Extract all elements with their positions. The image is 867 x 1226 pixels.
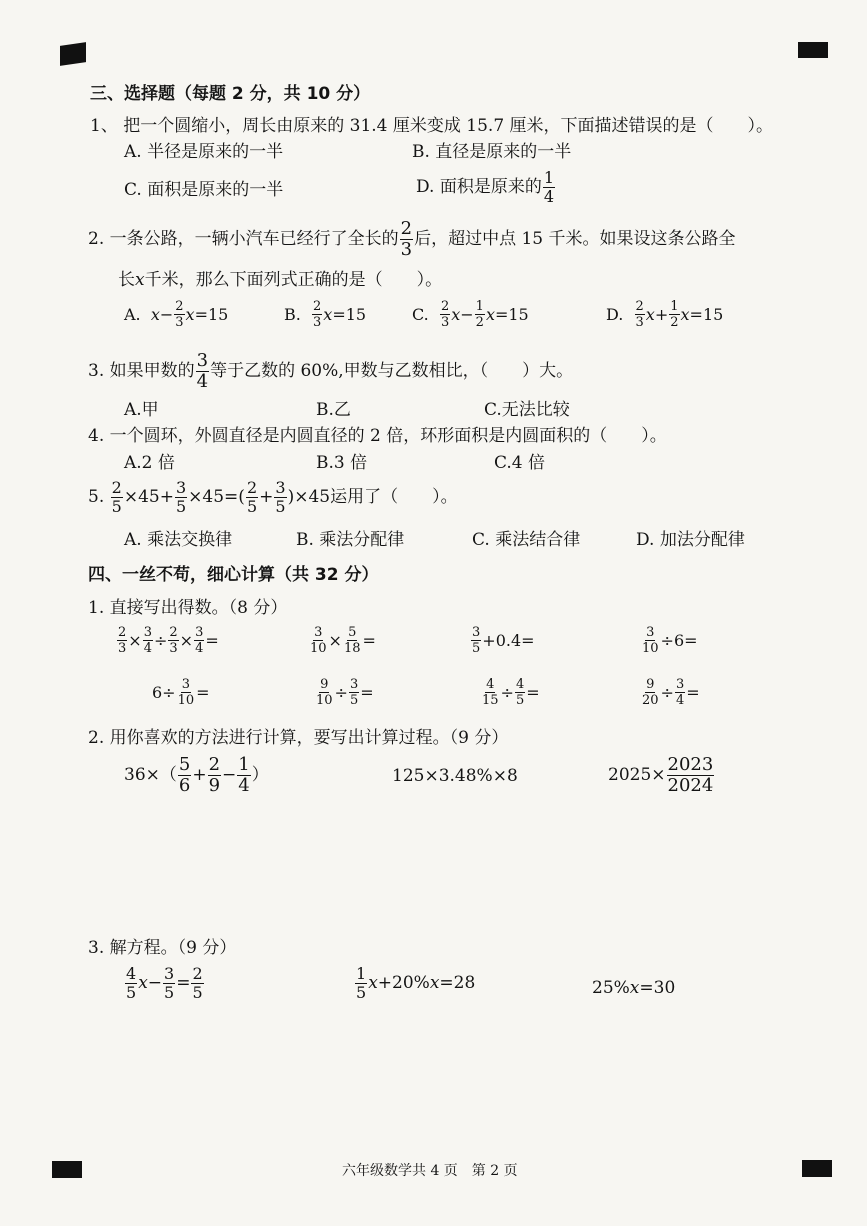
mental-calc-7: $\frac{4}{15}$ ÷ $\frac{4}{5}$ =: [482, 677, 540, 708]
question-2-option-d: D. $\frac{2}{3}$ x + $\frac{1}{2}$ x =15: [606, 299, 724, 330]
calc-expression-2: 125×3.48%×8: [392, 766, 518, 786]
question-1-option-d: [416, 170, 556, 205]
mental-calc-5: 6÷ $\frac{3}{10}$ =: [152, 677, 210, 708]
calc-expression-1: 36×（ $\frac{5}{6}$ + $\frac{2}{9}$ − $\frac{1}{4}$ ）: [124, 754, 269, 796]
question-5-option-b: B. 乘法分配律: [296, 530, 405, 550]
alignment-marker-top-left: [60, 42, 86, 66]
mental-calc-1: $\frac{2}{3}$ × $\frac{3}{4}$ ÷ $\frac{2}{3}$ × $\frac{3}{4}$ =: [118, 625, 219, 656]
question-5-option-a: A. 乘法交换律: [124, 530, 233, 550]
question-2-stem-b: 后，超过中点 15 千米。如果设这条公路全: [414, 229, 736, 249]
question-5-option-c: C. 乘法结合律: [472, 530, 581, 550]
question-2-stem: [88, 220, 736, 259]
question-4-stem: 4. 一个圆环，外圆直径是内圆直径的 2 倍，环形面积是内圆面积的（ ）。: [88, 426, 667, 446]
mental-calc-2: $\frac{3}{10}$ × $\frac{5}{18}$ =: [310, 625, 376, 656]
question-1-option-b: B. 直径是原来的一半: [412, 142, 572, 162]
question-4-option-b: B.3 倍: [316, 453, 368, 473]
alignment-marker-bottom-right: [802, 1160, 832, 1177]
question-1-option-c: C. 面积是原来的一半: [124, 180, 284, 200]
section-three-title: 三、选择题（每题 2 分，共 10 分）: [90, 84, 371, 104]
equation-2: $\frac{1}{5}$ x +20% x =28: [356, 964, 476, 1002]
fraction-one-quarter: $\frac{1}{4}$: [543, 168, 555, 206]
question-3-option-c: C.无法比较: [484, 400, 570, 420]
part-2-title: 2. 用你喜欢的方法进行计算，要写出计算过程。（9 分）: [88, 728, 509, 748]
question-2-option-b: B. $\frac{2}{3}$ x =15: [284, 299, 367, 330]
question-2-option-a: A. x − $\frac{2}{3}$ x =15: [124, 299, 229, 330]
question-5-option-d: D. 加法分配律: [636, 530, 745, 550]
mental-calc-4: $\frac{3}{10}$ ÷6=: [642, 625, 698, 656]
alignment-marker-top-right: [798, 42, 828, 58]
mental-calc-3: $\frac{3}{5}$ +0.4=: [472, 625, 535, 656]
question-5-stem: 5. $\frac{2}{5}$ ×45 + $\frac{3}{5}$ ×45 =( $\frac{2}{5}$ + $\frac{3}{5}$ )×45 运用了（ ）。: [88, 478, 458, 516]
question-1-option-a: A. 半径是原来的一半: [124, 142, 284, 162]
alignment-marker-bottom-left: [52, 1161, 82, 1178]
fraction-three-quarters: $\frac{3}{4}$: [196, 350, 209, 392]
calc-expression-3: 2025× $\frac{2023}{2024}$: [608, 754, 714, 796]
question-3-option-a: A.甲: [124, 400, 159, 420]
section-four-title: 四、一丝不苟，细心计算（共 32 分）: [88, 565, 379, 585]
fraction-two-thirds: $\frac{2}{3}$: [400, 218, 413, 260]
part-3-title: 3. 解方程。（9 分）: [88, 938, 237, 958]
question-1-stem: 1、 把一个圆缩小，周长由原来的 31.4 厘米变成 15.7 厘米，下面描述错误的是（ ）。: [90, 116, 774, 136]
mental-calc-6: $\frac{9}{10}$ ÷ $\frac{3}{5}$ =: [316, 677, 374, 708]
part-1-title: 1. 直接写出得数。（8 分）: [88, 598, 288, 618]
question-3-stem: 3. 如果甲数的 $\frac{3}{4}$ 等于乙数的 60%,甲数与乙数相比，（ ）大。: [88, 350, 574, 392]
question-2-stem-line2: 长x千米，那么下面列式正确的是（ ）。: [118, 270, 443, 290]
question-4-option-a: A.2 倍: [124, 453, 175, 473]
equation-1: $\frac{4}{5}$ x − $\frac{3}{5}$ = $\frac{2}{5}$: [126, 964, 203, 1002]
question-2-option-c: C. $\frac{2}{3}$ x − $\frac{1}{2}$ x =15: [412, 299, 529, 330]
page-footer: 六年级数学共 4 页 第 2 页: [342, 1163, 518, 1179]
mental-calc-8: $\frac{9}{20}$ ÷ $\frac{3}{4}$ =: [642, 677, 700, 708]
equation-3: 25%x=30: [592, 978, 676, 998]
question-3-option-b: B.乙: [316, 400, 351, 420]
question-1-option-d-text: D. 面积是原来的: [416, 177, 542, 197]
question-4-option-c: C.4 倍: [494, 453, 546, 473]
question-2-stem-a: 2. 一条公路，一辆小汽车已经行了全长的: [88, 229, 399, 249]
